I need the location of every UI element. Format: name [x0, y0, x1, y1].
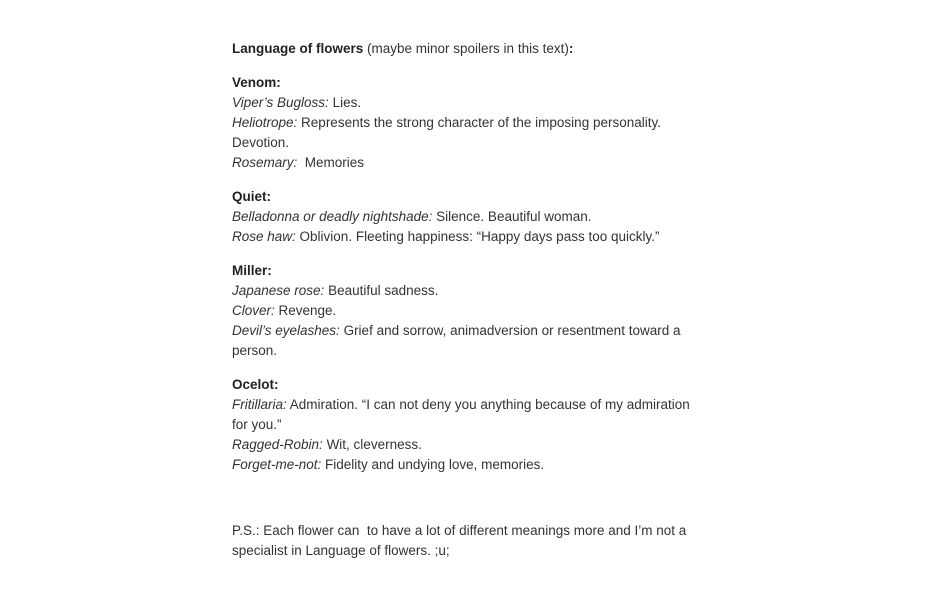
- flower-meaning: Lies.: [328, 95, 362, 110]
- section-heading: Quiet:: [232, 189, 271, 204]
- intro-title: Language of flowers: [232, 41, 364, 56]
- post-body: [232, 39, 702, 561]
- section-heading: Miller:: [232, 263, 272, 278]
- intro-colon: :: [568, 41, 574, 56]
- flower-meaning: Admiration. “I can not deny you anything because of my admiration for you.”: [232, 397, 694, 432]
- flower-name: Japanese rose:: [232, 283, 325, 298]
- flower-entry: [232, 435, 702, 455]
- flower-entry: [232, 207, 702, 227]
- section-heading: Ocelot:: [232, 377, 279, 392]
- flower-meaning: Memories: [297, 155, 365, 170]
- flower-entry: [232, 395, 702, 435]
- flower-name: Rosemary:: [232, 155, 298, 170]
- flower-name: Rose haw:: [232, 229, 296, 244]
- intro-line: [232, 39, 702, 59]
- flower-entry: [232, 301, 702, 321]
- flower-name: Belladonna or deadly nightshade:: [232, 209, 433, 224]
- flower-meaning: Revenge.: [274, 303, 337, 318]
- flower-meaning: Beautiful sadness.: [324, 283, 439, 298]
- flower-entry: [232, 93, 702, 113]
- flower-meaning: Represents the strong character of the imposing personality. Devotion.: [232, 115, 665, 150]
- flower-name: Clover:: [232, 303, 275, 318]
- section-miller: [232, 261, 702, 361]
- flower-meaning: Wit, cleverness.: [322, 437, 422, 452]
- section-ocelot: [232, 375, 702, 475]
- flower-meaning: Silence. Beautiful woman.: [432, 209, 592, 224]
- flower-entry: [232, 281, 702, 301]
- flower-meaning: Oblivion. Fleeting happiness: “Happy days pass too quickly.”: [295, 229, 660, 244]
- postscript: P.S.: Each flower can to have a lot of different meanings more and I’m not a specialist in Language of flowers. ;u;: [232, 523, 691, 558]
- intro-note: (maybe minor spoilers in this text): [363, 41, 569, 56]
- section-quiet: [232, 187, 702, 247]
- flower-meaning: Grief and sorrow, animadversion or resentment toward a person.: [232, 323, 685, 358]
- flower-name: Viper’s Bugloss:: [232, 95, 329, 110]
- section-venom: [232, 73, 702, 173]
- flower-name: Devil’s eyelashes:: [232, 323, 340, 338]
- flower-entry: [232, 153, 702, 173]
- flower-name: Fritillaria:: [232, 397, 287, 412]
- flower-name: Ragged-Robin:: [232, 437, 323, 452]
- flower-entry: [232, 113, 702, 153]
- flower-entry: [232, 321, 702, 361]
- flower-name: Heliotrope:: [232, 115, 298, 130]
- flower-meaning: Fidelity and undying love, memories.: [321, 457, 545, 472]
- flower-entry: [232, 455, 702, 475]
- flower-name: Forget-me-not:: [232, 457, 322, 472]
- flower-entry: [232, 227, 702, 247]
- section-heading: Venom:: [232, 75, 281, 90]
